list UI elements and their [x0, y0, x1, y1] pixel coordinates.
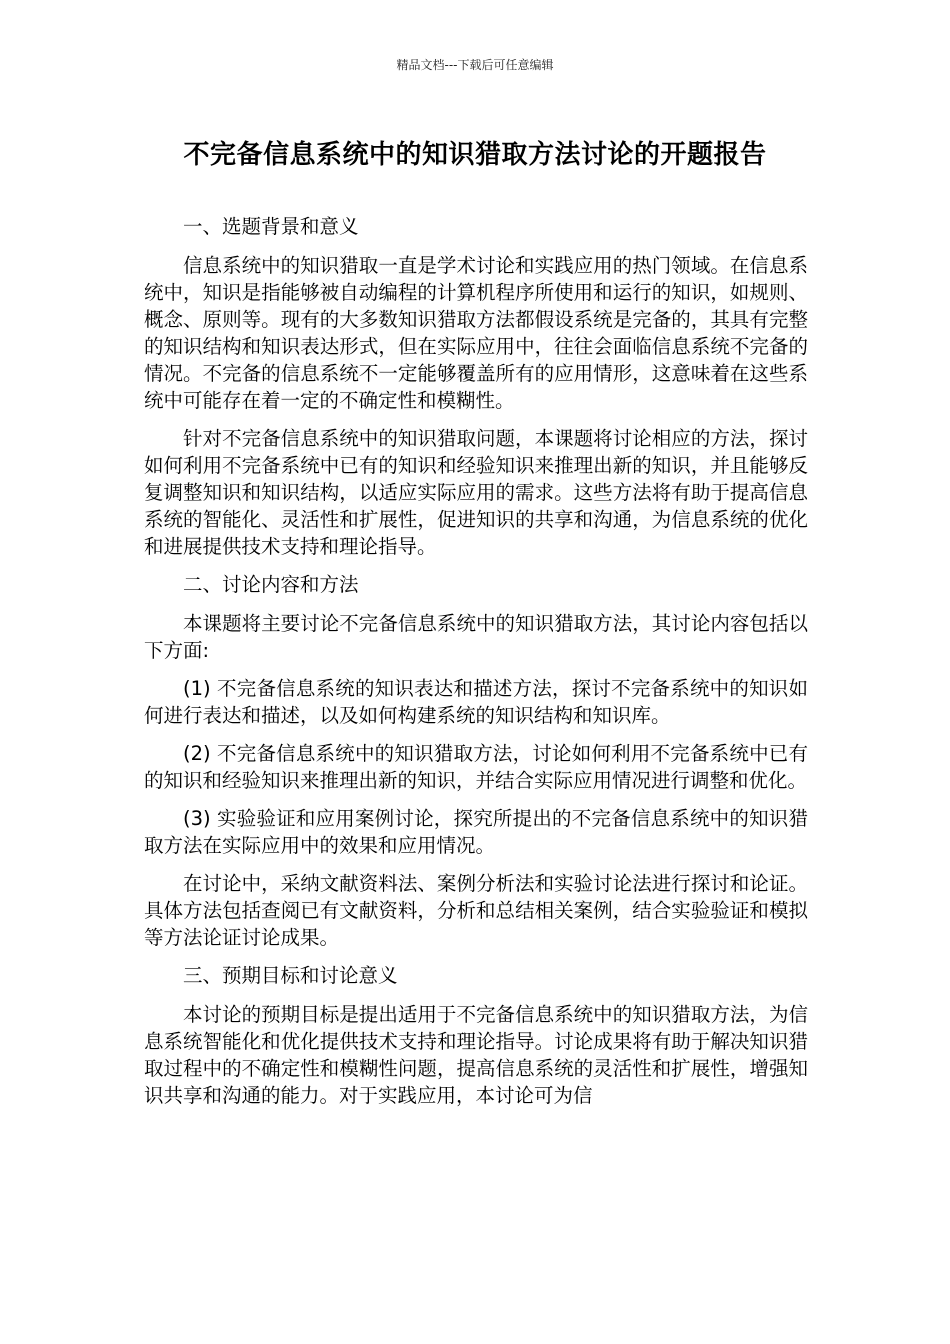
document-title: 不完备信息系统中的知识猎取方法讨论的开题报告	[183, 140, 767, 170]
section-heading-background: 一、选题背景和意义	[183, 215, 359, 238]
list-item-1: (1) 不完备信息系统的知识表达和描述方法，探讨不完备系统中的知识如何进行表达和描述，以及如何构建系统的知识结构和知识库。	[144, 677, 808, 727]
section-heading-goals: 三、预期目标和讨论意义	[183, 964, 398, 987]
list-item-3: (3) 实验验证和应用案例讨论，探究所提出的不完备信息系统中的知识猎取方法在实际应用中的效果和应用情况。	[144, 807, 808, 857]
paragraph-methods: 在讨论中，采纳文献资料法、案例分析法和实验讨论法进行探讨和论证。具体方法包括查阅已有文献资料，分析和总结相关案例，结合实验验证和模拟等方法论证讨论成果。	[144, 872, 808, 949]
section-heading-content-methods: 二、讨论内容和方法	[183, 573, 359, 596]
header-watermark: 精品文档---下载后可任意编辑	[396, 58, 554, 72]
document-body	[144, 213, 808, 1120]
list-item-2: (2) 不完备信息系统中的知识猎取方法，讨论如何利用不完备系统中已有的知识和经验知识来推理出新的知识，并结合实际应用情况进行调整和优化。	[144, 742, 808, 792]
paragraph-content-intro: 本课题将主要讨论不完备信息系统中的知识猎取方法，其讨论内容包括以下方面:	[144, 612, 808, 662]
paragraph-goals: 本讨论的预期目标是提出适用于不完备信息系统中的知识猎取方法，为信息系统智能化和优化提供技术支持和理论指导。讨论成果将有助于解决知识猎取过程中的不确定性和模糊性问题，提高信息系统的灵活性和扩展性，增强知识共享和沟通的能力。对于实践应用，本讨论可为信	[144, 1003, 808, 1107]
paragraph-background-2: 针对不完备信息系统中的知识猎取问题，本课题将讨论相应的方法，探讨如何利用不完备系统中已有的知识和经验知识来推理出新的知识，并且能够反复调整知识和知识结构，以适应实际应用的需求。这些方法将有助于提高信息系统的智能化、灵活性和扩展性，促进知识的共享和沟通，为信息系统的优化和进展提供技术支持和理论指导。	[144, 427, 808, 558]
paragraph-background-1: 信息系统中的知识猎取一直是学术讨论和实践应用的热门领域。在信息系统中，知识是指能够被自动编程的计算机程序所使用和运行的知识，如规则、概念、原则等。现有的大多数知识猎取方法都假设系统是完备的，其具有完整的知识结构和知识表达形式，但在实际应用中，往往会面临信息系统不完备的情况。不完备的信息系统不一定能够覆盖所有的应用情形，这意味着在这些系统中可能存在着一定的不确定性和模糊性。	[144, 254, 808, 412]
